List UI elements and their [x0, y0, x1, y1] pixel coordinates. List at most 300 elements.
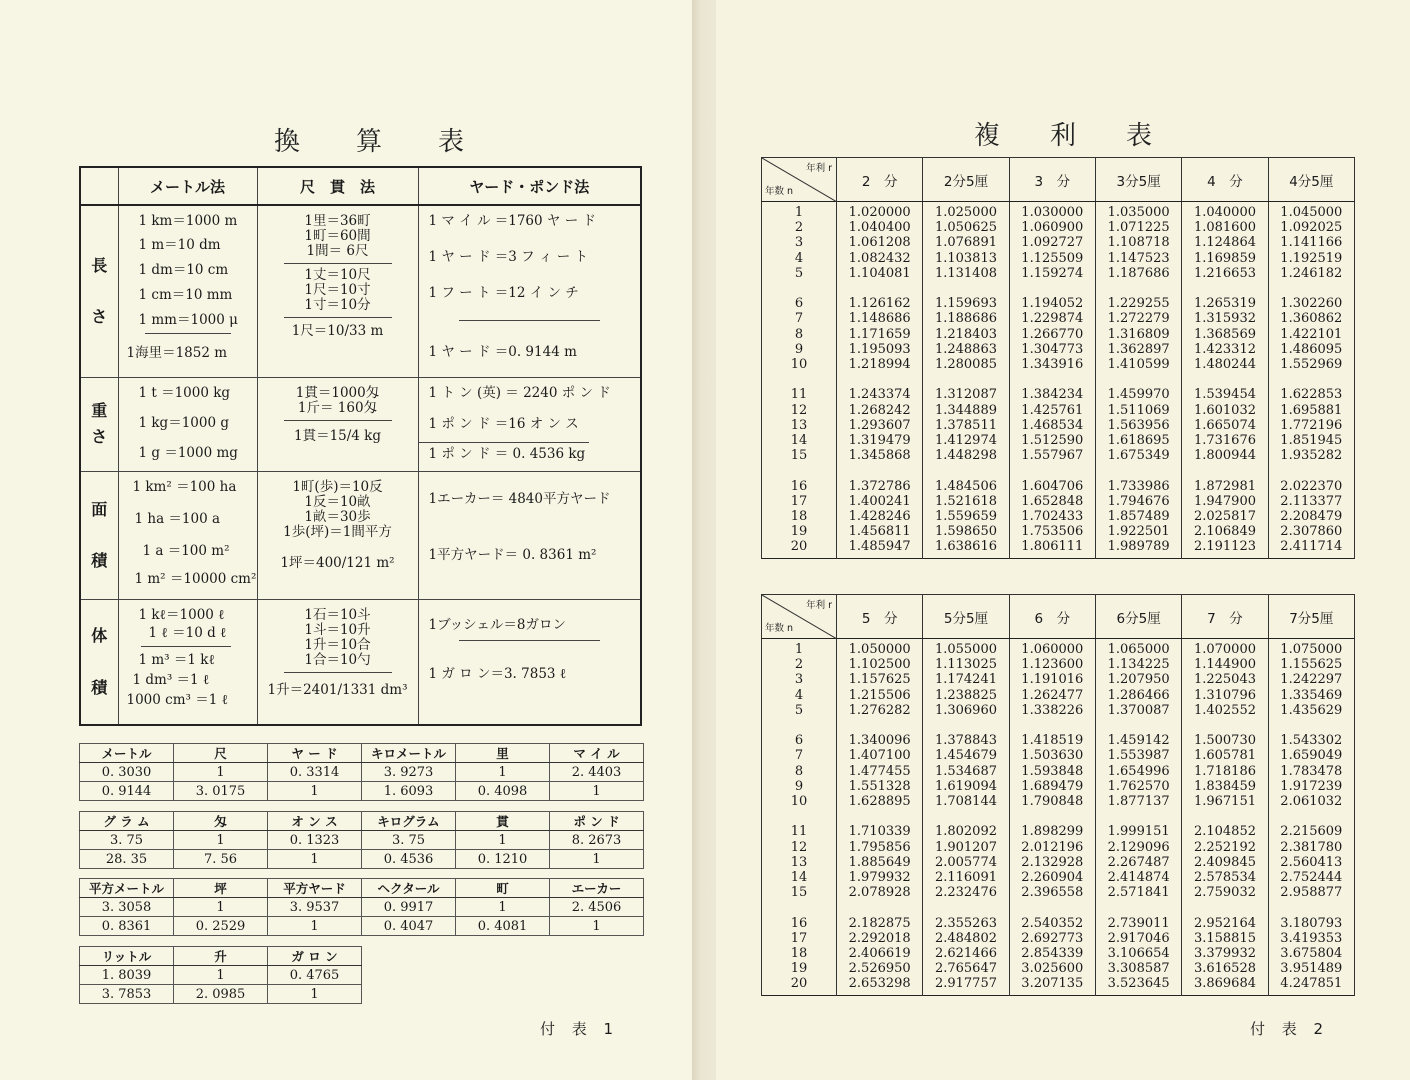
- conversion-line: 1 マ イ ル ＝1760 ヤ ー ド: [428, 213, 596, 229]
- compound-value: 1.124864: [1193, 235, 1256, 251]
- compound-value: 1.733986: [1107, 478, 1170, 494]
- unit-cell: 1: [550, 782, 644, 801]
- unit-cell: 0. 9144: [80, 782, 174, 801]
- compound-value: 1.126162: [848, 296, 911, 312]
- unit-header: マ イ ル: [550, 744, 644, 763]
- page-label-right: 付 表 2: [1250, 1020, 1327, 1038]
- conversion-line: 1000 cm³ ＝1 ℓ: [126, 691, 229, 708]
- compound-value: 1.060900: [1021, 220, 1084, 236]
- conversion-line: 1尺＝10/33 m: [291, 323, 384, 339]
- compound-value: 1.448298: [934, 448, 997, 464]
- conversion-line: 1 ポ ン ド ＝ 0. 4536 kg: [428, 445, 586, 462]
- weight-shakkan-cell: [257, 377, 418, 471]
- compound-value: 1.304773: [1021, 341, 1084, 357]
- compound-value: 1.035000: [1107, 205, 1170, 220]
- compound-value: 3.207135: [1021, 976, 1084, 992]
- unit-header: 町: [456, 879, 550, 898]
- compound-value: 1.456811: [848, 524, 911, 540]
- compound-value: 1.061208: [848, 235, 911, 251]
- conversion-line: 1ブッシェル＝8ガロン: [428, 616, 566, 633]
- compound-value: 1.947900: [1193, 493, 1256, 509]
- compound-value: 1.144900: [1193, 657, 1256, 673]
- conversion-line: 1 a ＝100 m²: [142, 542, 230, 559]
- unit-cell: 7. 56: [174, 850, 268, 869]
- unit-cell: 1. 8039: [80, 966, 174, 985]
- compound-value: 1.480244: [1193, 357, 1256, 373]
- year-number: 10: [790, 794, 808, 810]
- rate-header: 5 分: [837, 595, 923, 639]
- compound-value: 3.616528: [1193, 961, 1256, 977]
- compound-value: 1.113025: [934, 657, 997, 673]
- compound-value: 1.425761: [1021, 402, 1084, 418]
- compound-value: 1.459970: [1107, 387, 1170, 403]
- compound-value: 2.653298: [848, 976, 911, 992]
- unit-cell: 3. 9537: [268, 898, 362, 917]
- page-label-left: 付 表 1: [540, 1020, 617, 1038]
- year-number: 14: [790, 870, 808, 886]
- unit-cell: 1: [268, 782, 362, 801]
- length-shakkan-cell: [257, 205, 418, 377]
- unit-cell: 1: [456, 763, 550, 782]
- compound-value: 1.999151: [1107, 824, 1170, 840]
- year-number: 2: [794, 657, 804, 673]
- years-column: [762, 202, 837, 559]
- compound-value: 1.979932: [848, 870, 911, 886]
- compound-value: 1.134225: [1107, 657, 1170, 673]
- year-number: 5: [794, 702, 804, 718]
- unit-cell: 0. 4047: [362, 917, 456, 936]
- unit-cell: 0. 8361: [80, 917, 174, 936]
- shakkan-header: 尺 貫 法: [257, 167, 418, 205]
- rate-label: 年利 r: [806, 600, 832, 611]
- conversion-line: 1 km² ＝100 ha: [132, 478, 237, 495]
- compound-value: 1.753506: [1021, 524, 1084, 540]
- year-number: 6: [794, 296, 804, 312]
- compound-value: 2.409845: [1193, 854, 1256, 870]
- compound-value: 1.050000: [848, 642, 911, 657]
- compound-value: 1.344889: [934, 402, 997, 418]
- compound-value: 1.315932: [1193, 311, 1256, 327]
- rate-header: 6分5厘: [1095, 595, 1181, 639]
- compound-value: 1.225043: [1193, 672, 1256, 688]
- compound-value: 1.306960: [934, 702, 997, 718]
- compound-value: 1.689479: [1021, 778, 1084, 794]
- category-weight: 重 さ: [80, 377, 118, 471]
- compound-value: 2.025817: [1193, 509, 1256, 525]
- compound-value: 1.286466: [1107, 687, 1170, 703]
- compound-value: 1.141166: [1280, 235, 1343, 251]
- year-number: 17: [790, 493, 808, 509]
- unit-header: 貫: [456, 812, 550, 831]
- compound-value: 1.917239: [1280, 778, 1343, 794]
- compound-value: 1.280085: [934, 357, 997, 373]
- unit-header: リットル: [80, 947, 174, 966]
- compound-value: 1.092727: [1021, 235, 1084, 251]
- unit-cell: 1: [174, 898, 268, 917]
- conversion-line: 1斤＝ 160匁: [297, 399, 378, 416]
- compound-value: 2.208479: [1280, 509, 1343, 525]
- compound-value: 1.675349: [1107, 448, 1170, 464]
- compound-value: 1.551328: [848, 778, 911, 794]
- compound-value: 1.370087: [1107, 702, 1170, 718]
- conversion-line: 1 ガ ロ ン＝3. 7853 ℓ: [428, 665, 567, 682]
- weight-metric-cell: [118, 377, 257, 471]
- area-unit-table: [79, 878, 644, 936]
- compound-value: 1.215506: [848, 687, 911, 703]
- conversion-line: 1斗＝10升: [304, 621, 371, 638]
- compound-value: 2.578534: [1193, 870, 1256, 886]
- compound-value: 1.428246: [848, 509, 911, 525]
- compound-value: 2.381780: [1280, 839, 1343, 855]
- compound-value: 1.718186: [1193, 763, 1256, 779]
- unit-cell: 3. 0175: [174, 782, 268, 801]
- year-number: 19: [790, 524, 808, 540]
- weight-unit-table: [79, 811, 644, 869]
- compound-value: 1.340096: [848, 733, 911, 749]
- compound-value: 2.232476: [934, 885, 997, 901]
- compound-value: 1.082432: [848, 250, 911, 266]
- compound-value: 1.604706: [1021, 478, 1084, 494]
- book-gutter: [692, 0, 716, 1080]
- compound-value: 1.563956: [1107, 417, 1170, 433]
- compound-value: 2.958877: [1280, 885, 1343, 901]
- compound-value: 1.838459: [1193, 778, 1256, 794]
- compound-value: 1.710339: [848, 824, 911, 840]
- compound-value: 3.025600: [1021, 961, 1084, 977]
- compound-value: 1.268242: [848, 402, 911, 418]
- compound-value: 2.005774: [934, 854, 997, 870]
- compound-value: 1.030000: [1021, 205, 1084, 220]
- area-yard-cell: [418, 471, 641, 599]
- compound-value: 2.414874: [1107, 870, 1170, 886]
- conversion-line: 1平方ヤード＝ 0. 8361 m²: [428, 546, 597, 563]
- year-number: 10: [790, 357, 808, 373]
- compound-value: 1.368569: [1193, 326, 1256, 342]
- compound-value: 1.159693: [934, 296, 997, 312]
- year-number: 3: [794, 235, 804, 251]
- unit-cell: 0. 3030: [80, 763, 174, 782]
- rate-column: [1095, 639, 1181, 996]
- unit-cell: 8. 2673: [550, 831, 644, 850]
- corner-header: [762, 595, 837, 639]
- year-number: 20: [790, 976, 808, 992]
- corner-header: [80, 167, 118, 205]
- compound-value: 1.659049: [1280, 748, 1343, 764]
- compound-value: 1.500730: [1193, 733, 1256, 749]
- rate-column: [1182, 639, 1268, 996]
- compound-value: 1.598650: [934, 524, 997, 540]
- compound-value: 1.622853: [1280, 387, 1343, 403]
- compound-value: 1.400241: [848, 493, 911, 509]
- conversion-line: 1升＝2401/1331 dm³: [267, 681, 408, 698]
- compound-value: 1.619094: [934, 778, 997, 794]
- conversion-line: 1 m＝10 dm: [138, 237, 221, 253]
- unit-cell: 1: [268, 917, 362, 936]
- compound-value: 1.293607: [848, 417, 911, 433]
- unit-cell: 28. 35: [80, 850, 174, 869]
- unit-cell: 0. 4081: [456, 917, 550, 936]
- conversion-line: 1町(歩)＝10反: [292, 478, 383, 495]
- rate-column: [1009, 639, 1095, 996]
- compound-value: 2.752444: [1280, 870, 1343, 886]
- compound-value: 1.410599: [1107, 357, 1170, 373]
- compound-value: 1.171659: [848, 326, 911, 342]
- conversion-line: 1間＝ 6尺: [306, 243, 369, 259]
- volume-unit-table: [79, 946, 362, 1004]
- compound-value: 1.989789: [1107, 539, 1170, 555]
- compound-value: 2.191123: [1193, 539, 1256, 555]
- compound-table-2: [761, 594, 1355, 996]
- year-number: 12: [790, 402, 808, 418]
- compound-value: 1.485947: [848, 539, 911, 555]
- compound-value: 2.765647: [934, 961, 997, 977]
- rate-column: [1009, 202, 1095, 559]
- compound-value: 2.061032: [1280, 794, 1343, 810]
- compound-value: 1.422101: [1280, 326, 1343, 342]
- unit-cell: 1: [268, 985, 362, 1004]
- conversion-line: 1貫＝1000匁: [295, 384, 380, 401]
- compound-value: 1.191016: [1021, 672, 1084, 688]
- unit-cell: 3. 75: [80, 831, 174, 850]
- compound-value: 1.060000: [1021, 642, 1084, 657]
- compound-value: 2.252192: [1193, 839, 1256, 855]
- compound-value: 1.418519: [1021, 733, 1084, 749]
- compound-value: 3.308587: [1107, 961, 1170, 977]
- volume-yard-cell: [418, 599, 641, 725]
- rate-column: [923, 639, 1009, 996]
- year-number: 7: [794, 311, 804, 327]
- compound-value: 1.539454: [1193, 387, 1256, 403]
- year-number: 4: [794, 687, 804, 703]
- compound-value: 1.302260: [1280, 296, 1343, 312]
- conversion-line: 1 ha ＝100 a: [134, 510, 221, 527]
- compound-value: 2.411714: [1280, 539, 1343, 555]
- unit-header: 平方メートル: [80, 879, 174, 898]
- compound-value: 1.319479: [848, 433, 911, 449]
- title-char: 複: [974, 121, 1001, 151]
- unit-cell: 0. 9917: [362, 898, 456, 917]
- compound-value: 1.552969: [1280, 357, 1343, 373]
- compound-value: 2.113377: [1280, 493, 1343, 509]
- compound-value: 1.131408: [934, 265, 997, 281]
- compound-value: 1.885649: [848, 854, 911, 870]
- unit-header: 坪: [174, 879, 268, 898]
- compound-value: 2.692773: [1021, 930, 1084, 946]
- volume-metric-cell: [118, 599, 257, 725]
- compound-value: 2.132928: [1021, 854, 1084, 870]
- compound-value: 1.075000: [1280, 642, 1343, 657]
- compound-value: 2.129096: [1107, 839, 1170, 855]
- conversion-line: 1 m² ＝10000 cm²: [134, 570, 257, 587]
- unit-header: ガ ロ ン: [268, 947, 362, 966]
- rate-column: [923, 202, 1009, 559]
- compound-value: 3.869684: [1193, 976, 1256, 992]
- compound-value: 1.468534: [1021, 417, 1084, 433]
- conversion-table: [79, 166, 642, 726]
- category-area: 面 積: [80, 471, 118, 599]
- compound-value: 1.638616: [934, 539, 997, 555]
- compound-value: 1.486095: [1280, 341, 1343, 357]
- compound-value: 2.022370: [1280, 478, 1343, 494]
- conversion-line: 1 dm＝10 cm: [138, 262, 229, 278]
- compound-value: 1.187686: [1107, 265, 1170, 281]
- compound-value: 1.266770: [1021, 326, 1084, 342]
- years-label: 年数 n: [765, 186, 794, 197]
- compound-value: 2.396558: [1021, 885, 1084, 901]
- compound-value: 1.372786: [848, 478, 911, 494]
- conversion-line: 1坪＝400/121 m²: [280, 554, 395, 571]
- unit-cell: 0. 1210: [456, 850, 550, 869]
- unit-cell: 1: [174, 966, 268, 985]
- conversion-line: 1 km＝1000 m: [138, 213, 238, 229]
- compound-value: 2.012196: [1021, 839, 1084, 855]
- conversion-line: 1丈＝10尺: [304, 267, 371, 283]
- compound-value: 3.951489: [1280, 961, 1343, 977]
- unit-header: ヤ ー ド: [268, 744, 362, 763]
- conversion-line: 1 g ＝1000 mg: [138, 444, 238, 461]
- unit-cell: 1: [174, 763, 268, 782]
- unit-header: 升: [174, 947, 268, 966]
- year-number: 20: [790, 539, 808, 555]
- compound-value: 3.419353: [1280, 930, 1343, 946]
- year-number: 2: [794, 220, 804, 236]
- year-number: 7: [794, 748, 804, 764]
- compound-value: 2.952164: [1193, 915, 1256, 931]
- year-number: 11: [790, 824, 808, 840]
- unit-cell: 1: [268, 850, 362, 869]
- category-volume: 体 積: [80, 599, 118, 725]
- compound-value: 1.218994: [848, 357, 911, 373]
- unit-cell: 1: [550, 917, 644, 936]
- compound-value: 1.104081: [848, 265, 911, 281]
- compound-value: 1.159274: [1021, 265, 1084, 281]
- compound-value: 2.526950: [848, 961, 911, 977]
- compound-value: 1.435629: [1280, 702, 1343, 718]
- rate-header: 5分5厘: [923, 595, 1009, 639]
- compound-value: 1.559659: [934, 509, 997, 525]
- compound-interest-title: [974, 115, 1152, 152]
- compound-value: 2.307860: [1280, 524, 1343, 540]
- compound-value: 3.180793: [1280, 915, 1343, 931]
- title-char: 表: [1126, 121, 1153, 151]
- compound-value: 1.076891: [934, 235, 997, 251]
- unit-cell: 0. 4536: [362, 850, 456, 869]
- unit-cell: 3. 7853: [80, 985, 174, 1004]
- compound-value: 1.092025: [1280, 220, 1343, 236]
- year-number: 14: [790, 433, 808, 449]
- conversion-line: 1里＝36町: [304, 213, 371, 229]
- compound-value: 1.877137: [1107, 794, 1170, 810]
- compound-value: 2.267487: [1107, 854, 1170, 870]
- year-number: 1: [794, 205, 804, 220]
- compound-value: 2.560413: [1280, 854, 1343, 870]
- compound-value: 1.243374: [848, 387, 911, 403]
- compound-value: 1.935282: [1280, 448, 1343, 464]
- unit-header: 平方ヤード: [268, 879, 362, 898]
- unit-cell: 3. 75: [362, 831, 456, 850]
- compound-value: 1.148686: [848, 311, 911, 327]
- rate-header: 3 分: [1009, 158, 1095, 202]
- compound-value: 3.379932: [1193, 946, 1256, 962]
- rate-header: 2 分: [837, 158, 923, 202]
- compound-value: 1.194052: [1021, 296, 1084, 312]
- year-number: 19: [790, 961, 808, 977]
- compound-value: 3.158815: [1193, 930, 1256, 946]
- compound-value: 2.104852: [1193, 824, 1256, 840]
- unit-header: ポ ン ド: [550, 812, 644, 831]
- conversion-line: 1貫＝15/4 kg: [293, 427, 382, 444]
- compound-value: 3.106654: [1107, 946, 1170, 962]
- compound-value: 1.654996: [1107, 763, 1170, 779]
- compound-value: 1.605781: [1193, 748, 1256, 764]
- compound-value: 1.108718: [1107, 235, 1170, 251]
- compound-value: 1.155625: [1280, 657, 1343, 673]
- unit-cell: 2. 0985: [174, 985, 268, 1004]
- compound-value: 1.040400: [848, 220, 911, 236]
- year-number: 6: [794, 733, 804, 749]
- compound-value: 1.898299: [1021, 824, 1084, 840]
- unit-header: グ ラ ム: [80, 812, 174, 831]
- year-number: 13: [790, 417, 808, 433]
- title-char: 算: [356, 127, 383, 157]
- area-metric-cell: [118, 471, 257, 599]
- rate-column: [1182, 202, 1268, 559]
- corner-header: [762, 158, 837, 202]
- title-char: 利: [1050, 121, 1077, 151]
- compound-value: 1.601032: [1193, 402, 1256, 418]
- compound-value: 1.335469: [1280, 687, 1343, 703]
- title-char: 換: [274, 127, 301, 157]
- compound-value: 2.917046: [1107, 930, 1170, 946]
- rate-header: 7 分: [1182, 595, 1268, 639]
- compound-value: 1.125509: [1021, 250, 1084, 266]
- compound-value: 1.360862: [1280, 311, 1343, 327]
- compound-value: 1.512590: [1021, 433, 1084, 449]
- year-number: 13: [790, 854, 808, 870]
- compound-value: 1.384234: [1021, 387, 1084, 403]
- compound-value: 1.195093: [848, 341, 911, 357]
- compound-value: 1.790848: [1021, 794, 1084, 810]
- conversion-line: 1升＝10合: [304, 636, 371, 653]
- compound-value: 1.652848: [1021, 493, 1084, 509]
- compound-value: 2.078928: [848, 885, 911, 901]
- compound-value: 1.695881: [1280, 402, 1343, 418]
- compound-value: 1.543302: [1280, 733, 1343, 749]
- compound-value: 1.338226: [1021, 702, 1084, 718]
- compound-value: 1.157625: [848, 672, 911, 688]
- unit-cell: 1: [174, 831, 268, 850]
- conversion-line: 1 ト ン (英) ＝ 2240 ポ ン ド: [428, 384, 611, 401]
- year-number: 9: [794, 341, 804, 357]
- compound-value: 1.800944: [1193, 448, 1256, 464]
- compound-value: 2.292018: [848, 930, 911, 946]
- rate-header: 6 分: [1009, 595, 1095, 639]
- length-yard-cell: [418, 205, 641, 377]
- compound-value: 1.806111: [1021, 539, 1084, 555]
- volume-shakkan-cell: [257, 599, 418, 725]
- compound-value: 1.081600: [1193, 220, 1256, 236]
- compound-value: 2.116091: [934, 870, 997, 886]
- compound-value: 2.917757: [934, 976, 997, 992]
- conversion-line: 1石＝10斗: [304, 606, 371, 623]
- compound-value: 1.731676: [1193, 433, 1256, 449]
- rate-column: [1268, 639, 1354, 996]
- compound-value: 1.407100: [848, 748, 911, 764]
- unit-cell: 1: [456, 831, 550, 850]
- compound-value: 1.708144: [934, 794, 997, 810]
- conversion-line: 1エーカー＝ 4840平方ヤード: [428, 490, 611, 507]
- compound-value: 1.628895: [848, 794, 911, 810]
